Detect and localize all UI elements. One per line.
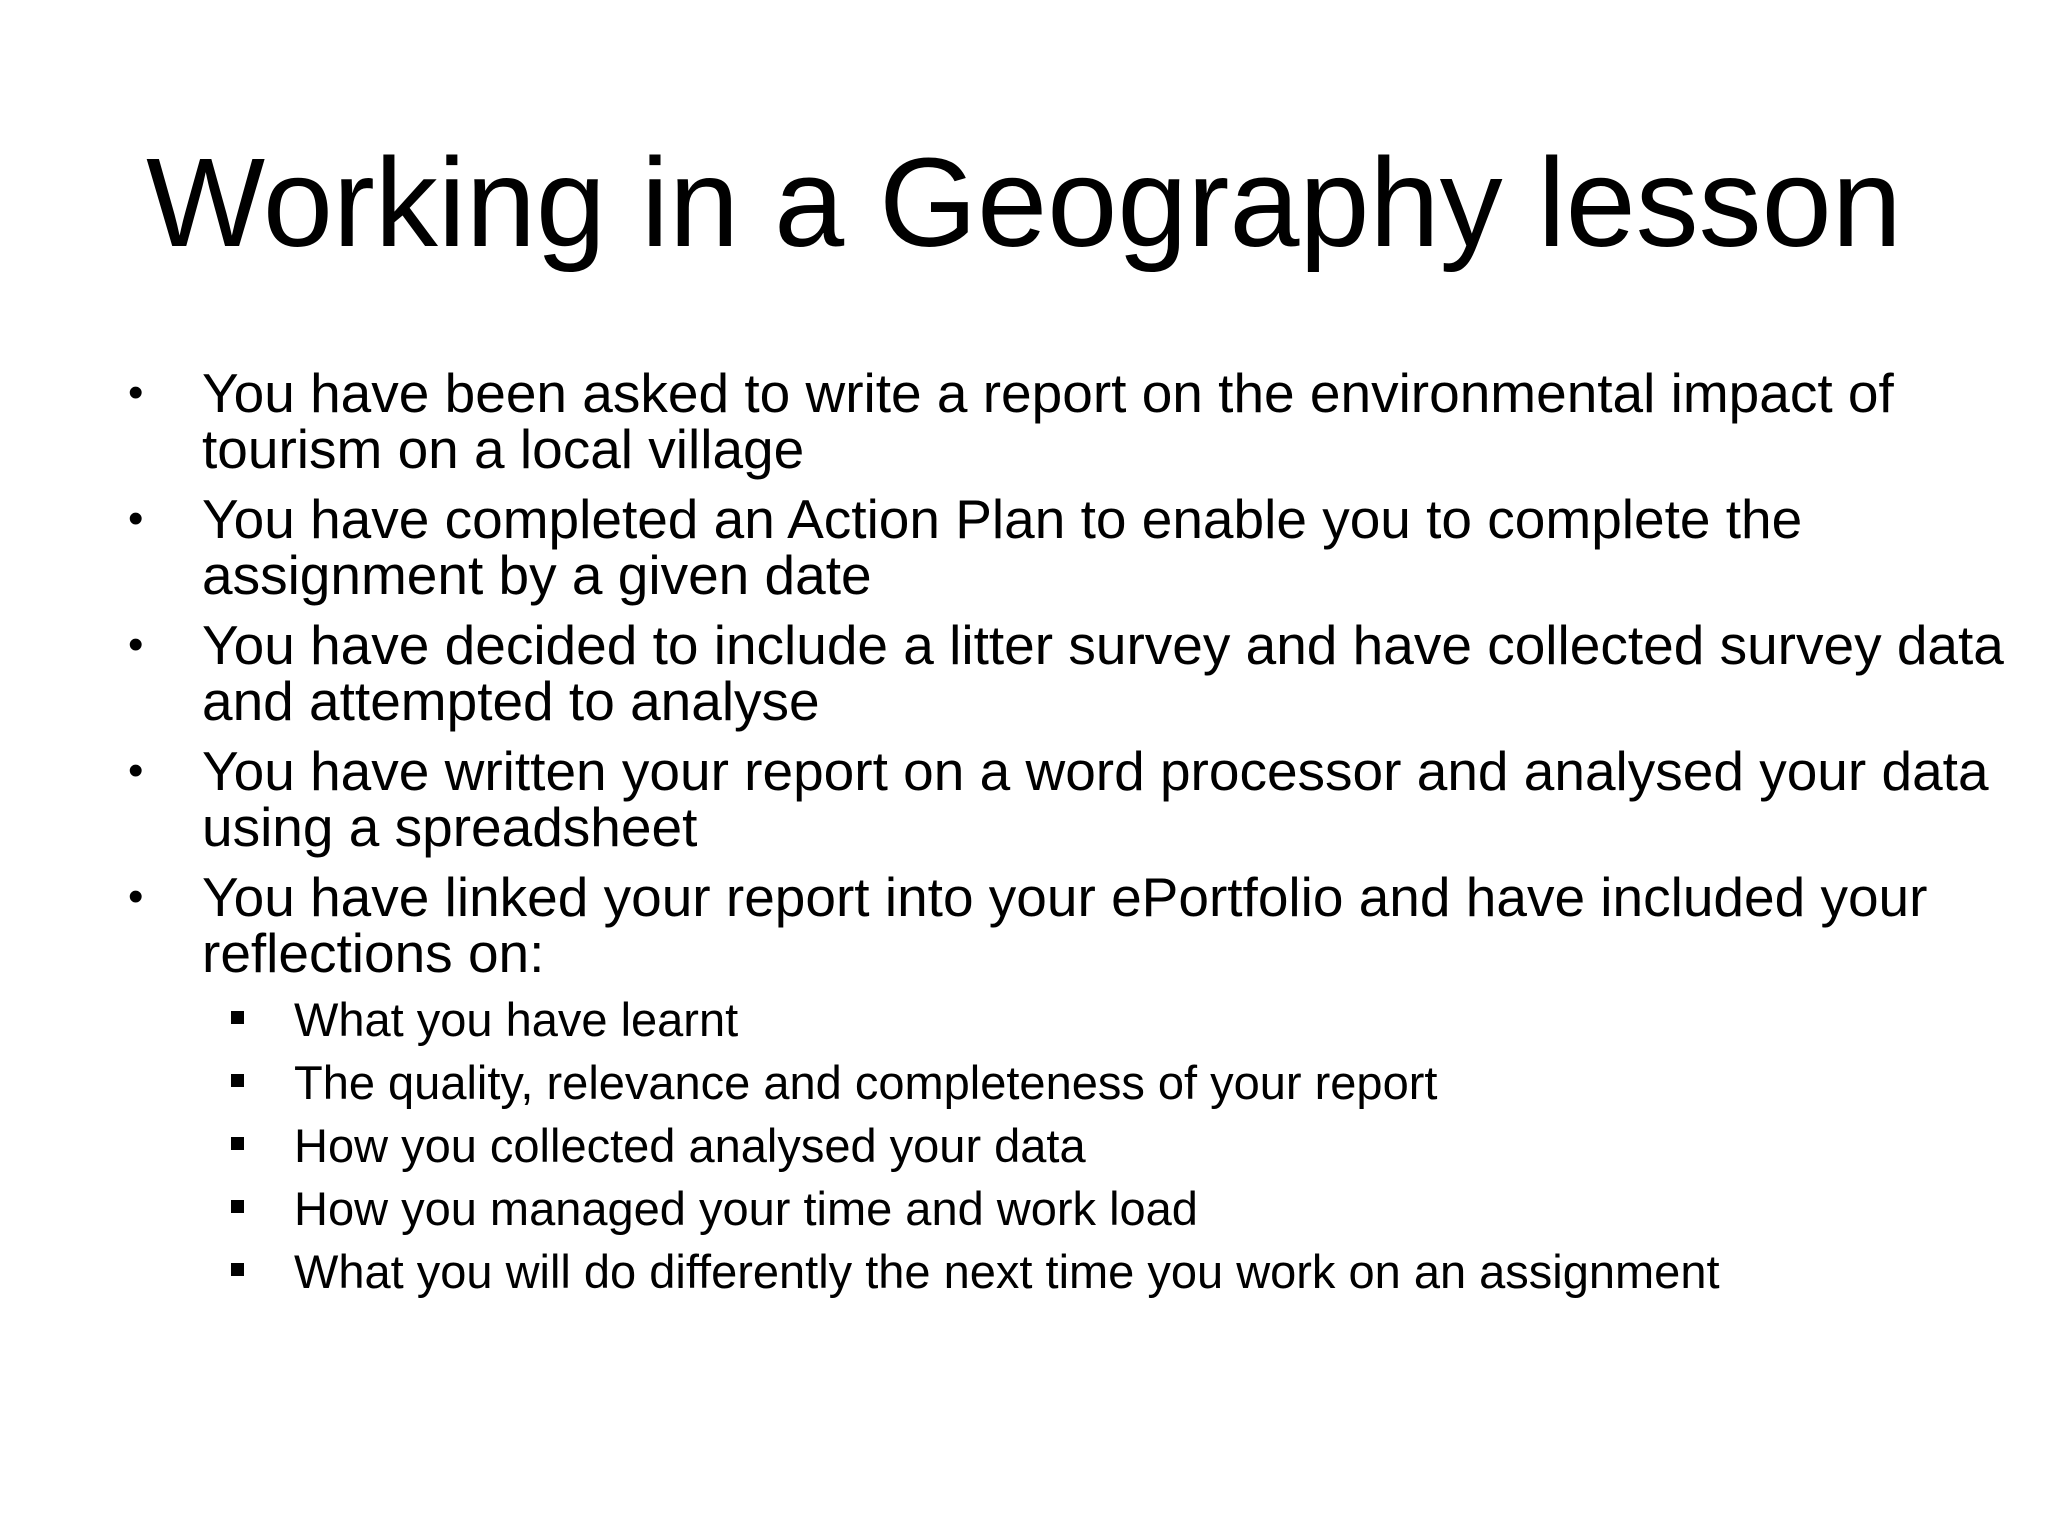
sub-bullet-text: How you collected analysed your data: [294, 1119, 1086, 1172]
bullet-text: You have linked your report into your ePortfolio and have included your reflections on:: [202, 866, 1928, 984]
square-bullet-icon: [231, 1263, 244, 1276]
bullet-list: [126, 362, 2006, 1315]
slide-title: Working in a Geography lesson: [146, 132, 1902, 273]
sub-bullet-text: The quality, relevance and completeness of your report: [294, 1056, 1438, 1109]
bullet-icon: •: [128, 746, 144, 795]
square-bullet-icon: [231, 1011, 244, 1024]
bullet-icon: •: [128, 872, 144, 921]
square-bullet-icon: [231, 1137, 244, 1150]
bullet-icon: •: [128, 494, 144, 543]
square-bullet-icon: [231, 1074, 244, 1087]
square-bullet-icon: [231, 1200, 244, 1213]
sub-bullet-text: What you will do differently the next time you work on an assignment: [294, 1245, 1720, 1298]
sub-bullet-list: [202, 991, 2006, 1301]
bullet-icon: •: [128, 620, 144, 669]
bullet-item: [126, 866, 2006, 1301]
bullet-icon: •: [128, 368, 144, 417]
bullet-text: You have written your report on a word processor and analysed your data using a spreadsheet: [202, 740, 1989, 858]
sub-bullet-text: What you have learnt: [294, 993, 739, 1046]
bullet-item: [126, 740, 2006, 858]
bullet-text: You have decided to include a litter survey and have collected survey data and attempted to analyse: [202, 614, 2004, 732]
sub-bullet-item: [202, 1243, 2006, 1301]
bullet-item: [126, 488, 2006, 606]
bullet-item: [126, 614, 2006, 732]
bullet-item: [126, 362, 2006, 480]
bullet-text: You have been asked to write a report on the environmental impact of tourism on a local village: [202, 362, 1894, 480]
sub-bullet-item: [202, 991, 2006, 1049]
sub-bullet-text: How you managed your time and work load: [294, 1182, 1198, 1235]
sub-bullet-item: [202, 1180, 2006, 1238]
sub-bullet-item: [202, 1117, 2006, 1175]
sub-bullet-item: [202, 1054, 2006, 1112]
bullet-text: You have completed an Action Plan to enable you to complete the assignment by a given date: [202, 488, 1803, 606]
